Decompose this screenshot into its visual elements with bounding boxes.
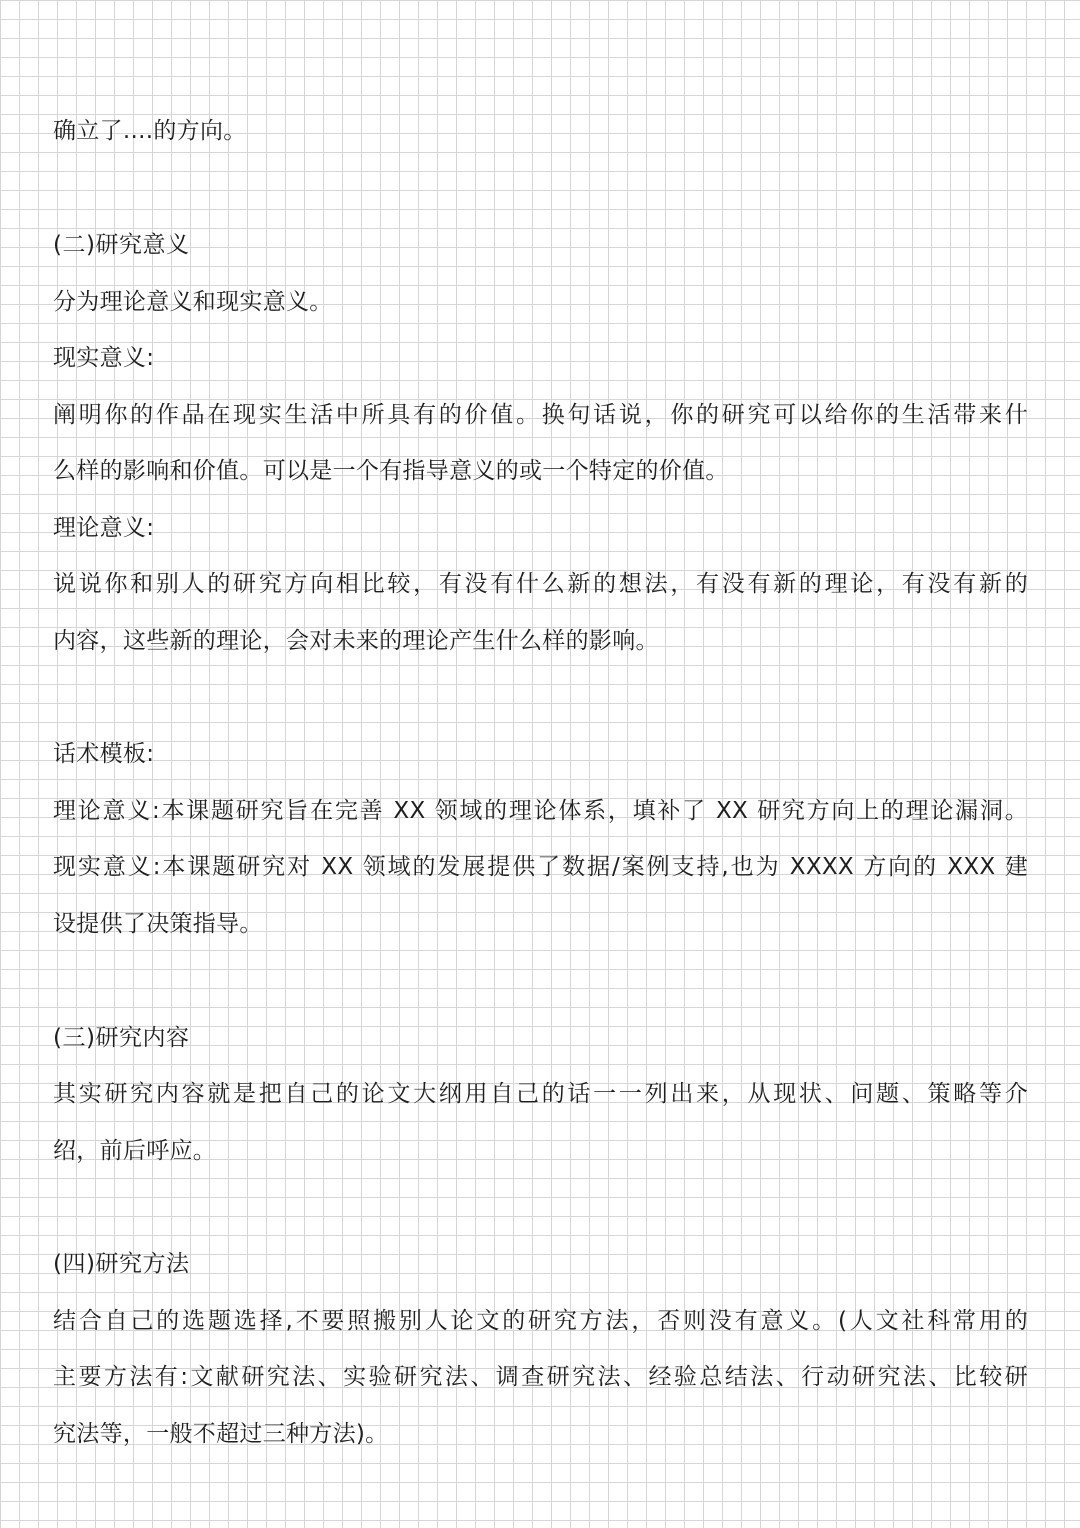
- significance-intro: 分为理论意义和现实意义。: [53, 289, 333, 315]
- methods-text-line-3: 究法等，一般不超过三种方法)。: [53, 1421, 389, 1447]
- template-practical-line-2: 设提供了决策指导。: [53, 911, 263, 937]
- template-practical-line-1: 现实意义:本课题研究对 XX 领域的发展提供了数据/案例支持,也为 XXXX 方向的 XXX 建: [53, 854, 1028, 880]
- template-theory-line: 理论意义:本课题研究旨在完善 XX 领域的理论体系，填补了 XX 研究方向上的理论漏洞。: [53, 798, 1028, 824]
- theory-text-line-2: 内容，这些新的理论，会对未来的理论产生什么样的影响。: [53, 628, 659, 654]
- theory-text-line-1: 说说你和别人的研究方向相比较，有没有什么新的想法，有没有新的理论，有没有新的: [53, 571, 1028, 597]
- methods-heading: (四)研究方法: [53, 1251, 190, 1277]
- content-text-line-1: 其实研究内容就是把自己的论文大纲用自己的话一一列出来，从现状、问题、策略等介: [53, 1081, 1028, 1107]
- theory-label: 理论意义:: [53, 515, 155, 541]
- template-label: 话术模板:: [53, 741, 155, 767]
- intro-line: 确立了....的方向。: [53, 118, 247, 144]
- practical-label: 现实意义:: [53, 345, 155, 371]
- practical-text-line-1: 阐明你的作品在现实生活中所具有的价值。换句话说，你的研究可以给你的生活带来什: [53, 402, 1028, 428]
- significance-heading: (二)研究意义: [53, 232, 190, 258]
- practical-text-line-2: 么样的影响和价值。可以是一个有指导意义的或一个特定的价值。: [53, 458, 729, 484]
- methods-text-line-1: 结合自己的选题选择,不要照搬别人论文的研究方法，否则没有意义。(人文社科常用的: [53, 1308, 1028, 1334]
- methods-text-line-2: 主要方法有:文献研究法、实验研究法、调查研究法、经验总结法、行动研究法、比较研: [53, 1364, 1028, 1390]
- content-heading: (三)研究内容: [53, 1025, 190, 1051]
- content-text-line-2: 绍，前后呼应。: [53, 1138, 217, 1164]
